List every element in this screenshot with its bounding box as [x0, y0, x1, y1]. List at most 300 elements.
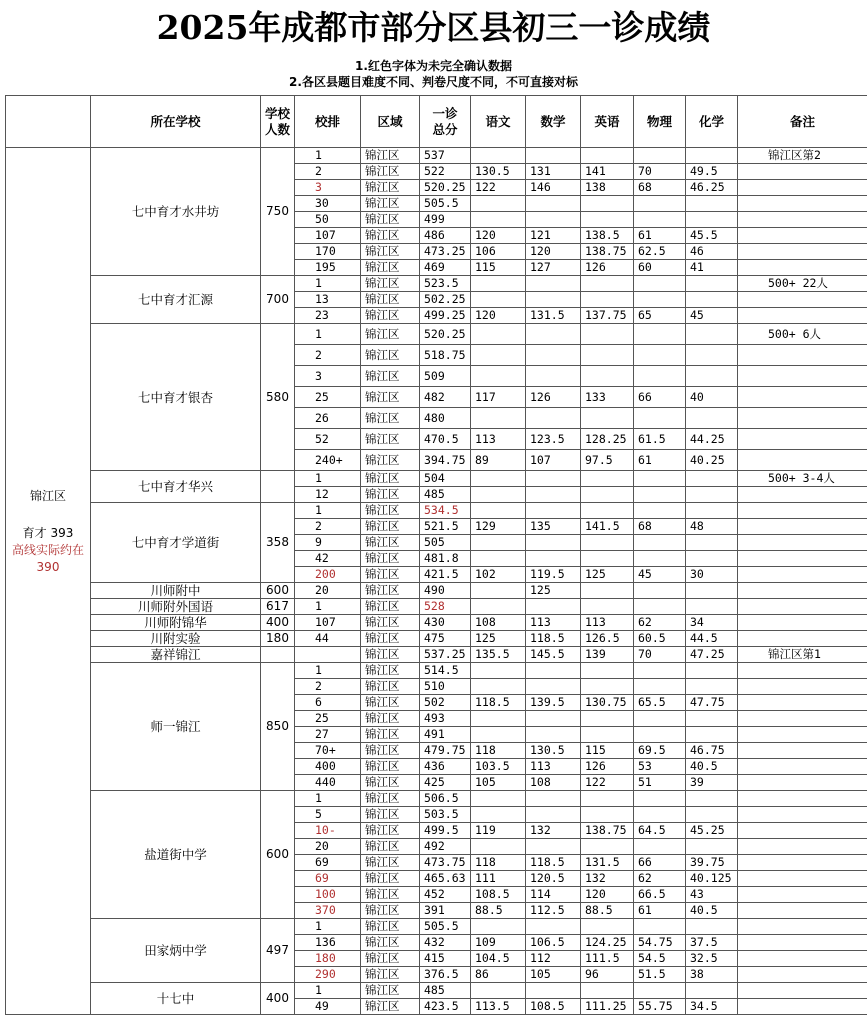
- cell-rank: 69: [295, 855, 361, 871]
- cell-math: 125: [526, 583, 581, 599]
- cell-remark: [738, 999, 867, 1015]
- cell-rank: 200: [295, 567, 361, 583]
- cell-math: [526, 711, 581, 727]
- cell-rank: 69: [295, 871, 361, 887]
- cell-rank: 13: [295, 292, 361, 308]
- cell-chemistry: 45.25: [686, 823, 738, 839]
- cell-chemistry: [686, 551, 738, 567]
- cell-region: 锦江区: [361, 983, 420, 999]
- cell-region: 锦江区: [361, 759, 420, 775]
- cell-total: 520.25: [420, 180, 471, 196]
- cell-english: 139: [581, 647, 634, 663]
- cell-chinese: 130.5: [471, 164, 526, 180]
- cell-chinese: [471, 212, 526, 228]
- page-title: 2025年成都市部分区县初三一诊成绩: [0, 0, 867, 60]
- cell-english: 132: [581, 871, 634, 887]
- cell-math: [526, 292, 581, 308]
- cell-region: 锦江区: [361, 599, 420, 615]
- cell-chinese: 86: [471, 967, 526, 983]
- cell-total: 391: [420, 903, 471, 919]
- cell-chinese: [471, 791, 526, 807]
- cell-remark: [738, 679, 867, 695]
- cell-remark: [738, 695, 867, 711]
- cell-total: 482: [420, 387, 471, 408]
- cell-math: 105: [526, 967, 581, 983]
- cell-total: 506.5: [420, 791, 471, 807]
- cell-total: 509: [420, 366, 471, 387]
- cell-physics: 60.5: [634, 631, 686, 647]
- cell-remark: [738, 711, 867, 727]
- cell-math: 126: [526, 387, 581, 408]
- school-name: 七中育才银杏: [91, 324, 261, 471]
- cell-physics: 61: [634, 903, 686, 919]
- cell-total: 505.5: [420, 196, 471, 212]
- cell-rank: 3: [295, 180, 361, 196]
- cell-rank: 49: [295, 999, 361, 1015]
- cell-total: 485: [420, 487, 471, 503]
- cell-chemistry: [686, 212, 738, 228]
- cell-math: 135: [526, 519, 581, 535]
- cell-physics: [634, 366, 686, 387]
- cell-total: 421.5: [420, 567, 471, 583]
- cell-remark: [738, 631, 867, 647]
- cell-region: 锦江区: [361, 180, 420, 196]
- cell-physics: 54.75: [634, 935, 686, 951]
- cell-english: 131.5: [581, 855, 634, 871]
- cell-region: 锦江区: [361, 487, 420, 503]
- cell-region: 锦江区: [361, 839, 420, 855]
- cell-total: 499.5: [420, 823, 471, 839]
- cell-chinese: [471, 839, 526, 855]
- cell-remark: [738, 212, 867, 228]
- table-row: [6, 647, 867, 663]
- cell-remark: 锦江区第1: [738, 647, 867, 663]
- school-size: [261, 471, 295, 503]
- table-row: [6, 615, 867, 631]
- cell-chinese: [471, 551, 526, 567]
- cell-math: 119.5: [526, 567, 581, 583]
- cell-rank: 70+: [295, 743, 361, 759]
- cell-physics: 61: [634, 228, 686, 244]
- cell-physics: 66.5: [634, 887, 686, 903]
- cell-physics: [634, 292, 686, 308]
- cell-physics: [634, 276, 686, 292]
- cell-region: 锦江区: [361, 276, 420, 292]
- cell-total: 521.5: [420, 519, 471, 535]
- cell-physics: [634, 196, 686, 212]
- cell-region: 锦江区: [361, 429, 420, 450]
- cell-english: 133: [581, 387, 634, 408]
- cell-region: 锦江区: [361, 260, 420, 276]
- cell-region: 锦江区: [361, 345, 420, 366]
- cell-math: [526, 487, 581, 503]
- school-name: 七中育才学道街: [91, 503, 261, 583]
- cell-physics: 70: [634, 647, 686, 663]
- cell-chinese: 104.5: [471, 951, 526, 967]
- cell-math: 118.5: [526, 855, 581, 871]
- table-row: [6, 791, 867, 807]
- cell-total: 499: [420, 212, 471, 228]
- cell-rank: 100: [295, 887, 361, 903]
- cell-math: [526, 148, 581, 164]
- cell-chemistry: 44.25: [686, 429, 738, 450]
- cell-rank: 20: [295, 839, 361, 855]
- note-2: 2.各区县题目难度不同、判卷尺度不同，不可直接对标: [0, 74, 867, 90]
- cell-chinese: [471, 408, 526, 429]
- cell-rank: 240+: [295, 450, 361, 471]
- cell-math: [526, 324, 581, 345]
- cell-physics: 68: [634, 180, 686, 196]
- header-chemistry: 化学: [686, 96, 738, 148]
- cell-chinese: [471, 324, 526, 345]
- cell-physics: 61.5: [634, 429, 686, 450]
- cell-chinese: 103.5: [471, 759, 526, 775]
- cell-region: 锦江区: [361, 727, 420, 743]
- school-name: 师一锦江: [91, 663, 261, 791]
- cell-english: 138.75: [581, 244, 634, 260]
- cell-chinese: 108: [471, 615, 526, 631]
- cell-region: 锦江区: [361, 823, 420, 839]
- cell-total: 537: [420, 148, 471, 164]
- cell-rank: 400: [295, 759, 361, 775]
- school-name: 川师附外国语: [91, 599, 261, 615]
- cell-math: [526, 663, 581, 679]
- cell-region: 锦江区: [361, 615, 420, 631]
- cell-english: 120: [581, 887, 634, 903]
- cell-physics: 66: [634, 387, 686, 408]
- cell-rank: 107: [295, 615, 361, 631]
- header-remark: 备注: [738, 96, 867, 148]
- cell-rank: 1: [295, 663, 361, 679]
- cell-chemistry: [686, 583, 738, 599]
- cell-physics: [634, 148, 686, 164]
- cell-remark: [738, 743, 867, 759]
- cell-remark: [738, 292, 867, 308]
- cell-total: 481.8: [420, 551, 471, 567]
- cell-physics: [634, 471, 686, 487]
- school-size: 850: [261, 663, 295, 791]
- cell-physics: 60: [634, 260, 686, 276]
- cell-chinese: 111: [471, 871, 526, 887]
- cell-chinese: [471, 196, 526, 212]
- cell-chemistry: 40.5: [686, 903, 738, 919]
- cell-physics: [634, 679, 686, 695]
- cell-rank: 23: [295, 308, 361, 324]
- cell-physics: 69.5: [634, 743, 686, 759]
- school-name: 七中育才水井坊: [91, 148, 261, 276]
- cell-chemistry: [686, 503, 738, 519]
- cell-rank: 1: [295, 599, 361, 615]
- cell-region: 锦江区: [361, 855, 420, 871]
- cell-total: 452: [420, 887, 471, 903]
- cell-chinese: 106: [471, 244, 526, 260]
- district-high-line: 高线实际约在390: [6, 542, 90, 576]
- cell-chemistry: [686, 292, 738, 308]
- table-row: [6, 663, 867, 679]
- cell-total: 505: [420, 535, 471, 551]
- cell-math: [526, 679, 581, 695]
- cell-chinese: 120: [471, 228, 526, 244]
- cell-region: 锦江区: [361, 551, 420, 567]
- cell-total: 480: [420, 408, 471, 429]
- header-math: 数学: [526, 96, 581, 148]
- cell-total: 485: [420, 983, 471, 999]
- cell-total: 504: [420, 471, 471, 487]
- cell-chemistry: [686, 535, 738, 551]
- cell-rank: 2: [295, 519, 361, 535]
- school-size: 400: [261, 983, 295, 1015]
- cell-rank: 2: [295, 164, 361, 180]
- cell-total: 436: [420, 759, 471, 775]
- cell-rank: 107: [295, 228, 361, 244]
- school-name: 盐道街中学: [91, 791, 261, 919]
- cell-rank: 20: [295, 583, 361, 599]
- cell-math: [526, 807, 581, 823]
- cell-physics: 62: [634, 615, 686, 631]
- scores-table: [5, 95, 867, 1015]
- school-name: 川师附锦华: [91, 615, 261, 631]
- cell-chemistry: 40.5: [686, 759, 738, 775]
- cell-remark: [738, 791, 867, 807]
- cell-english: 126.5: [581, 631, 634, 647]
- cell-english: 128.25: [581, 429, 634, 450]
- cell-physics: [634, 324, 686, 345]
- cell-chemistry: [686, 839, 738, 855]
- cell-remark: 500+ 6人: [738, 324, 867, 345]
- note-1: 1.红色字体为未完全确认数据: [0, 58, 867, 74]
- school-size: 617: [261, 599, 295, 615]
- cell-physics: [634, 345, 686, 366]
- cell-remark: [738, 855, 867, 871]
- cell-english: [581, 583, 634, 599]
- cell-chemistry: 46.25: [686, 180, 738, 196]
- cell-english: [581, 663, 634, 679]
- cell-math: [526, 551, 581, 567]
- cell-english: 124.25: [581, 935, 634, 951]
- cell-physics: 53: [634, 759, 686, 775]
- cell-physics: [634, 983, 686, 999]
- cell-chemistry: 37.5: [686, 935, 738, 951]
- cell-english: 126: [581, 759, 634, 775]
- cell-total: 522: [420, 164, 471, 180]
- cell-chinese: [471, 148, 526, 164]
- cell-english: 137.75: [581, 308, 634, 324]
- cell-math: [526, 366, 581, 387]
- cell-physics: [634, 727, 686, 743]
- cell-region: 锦江区: [361, 567, 420, 583]
- district-yucai: 育才 393: [6, 525, 90, 542]
- cell-physics: [634, 599, 686, 615]
- cell-chemistry: 39.75: [686, 855, 738, 871]
- cell-region: 锦江区: [361, 196, 420, 212]
- cell-chinese: [471, 727, 526, 743]
- cell-english: [581, 148, 634, 164]
- school-size: 358: [261, 503, 295, 583]
- cell-remark: [738, 871, 867, 887]
- cell-total: 479.75: [420, 743, 471, 759]
- cell-remark: [738, 366, 867, 387]
- cell-chemistry: 34: [686, 615, 738, 631]
- cell-rank: 9: [295, 535, 361, 551]
- cell-remark: [738, 228, 867, 244]
- cell-chemistry: [686, 663, 738, 679]
- cell-english: [581, 408, 634, 429]
- cell-chinese: 119: [471, 823, 526, 839]
- cell-total: 505.5: [420, 919, 471, 935]
- cell-chemistry: [686, 807, 738, 823]
- cell-english: 122: [581, 775, 634, 791]
- cell-physics: 62.5: [634, 244, 686, 260]
- cell-chinese: [471, 711, 526, 727]
- cell-chemistry: [686, 148, 738, 164]
- cell-chinese: 118.5: [471, 695, 526, 711]
- cell-chinese: [471, 487, 526, 503]
- cell-region: 锦江区: [361, 647, 420, 663]
- cell-remark: [738, 727, 867, 743]
- cell-rank: 25: [295, 387, 361, 408]
- school-name: 田家炳中学: [91, 919, 261, 983]
- cell-physics: [634, 503, 686, 519]
- cell-rank: 1: [295, 983, 361, 999]
- cell-remark: [738, 567, 867, 583]
- cell-remark: [738, 759, 867, 775]
- cell-english: [581, 345, 634, 366]
- cell-chemistry: [686, 487, 738, 503]
- cell-english: [581, 791, 634, 807]
- cell-total: 376.5: [420, 967, 471, 983]
- cell-remark: [738, 244, 867, 260]
- school-size: [261, 647, 295, 663]
- cell-region: 锦江区: [361, 807, 420, 823]
- cell-chinese: [471, 679, 526, 695]
- cell-chemistry: 45.5: [686, 228, 738, 244]
- cell-region: 锦江区: [361, 324, 420, 345]
- cell-physics: 45: [634, 567, 686, 583]
- cell-chinese: 113: [471, 429, 526, 450]
- cell-remark: [738, 551, 867, 567]
- cell-english: 111.25: [581, 999, 634, 1015]
- table-row: [6, 983, 867, 999]
- cell-total: 518.75: [420, 345, 471, 366]
- cell-total: 503.5: [420, 807, 471, 823]
- cell-chemistry: [686, 345, 738, 366]
- cell-total: 425: [420, 775, 471, 791]
- cell-remark: [738, 615, 867, 631]
- cell-rank: 6: [295, 695, 361, 711]
- cell-chemistry: 40: [686, 387, 738, 408]
- cell-physics: [634, 583, 686, 599]
- cell-total: 491: [420, 727, 471, 743]
- cell-english: 130.75: [581, 695, 634, 711]
- cell-total: 430: [420, 615, 471, 631]
- cell-region: 锦江区: [361, 244, 420, 260]
- cell-rank: 1: [295, 919, 361, 935]
- cell-english: [581, 471, 634, 487]
- cell-english: [581, 292, 634, 308]
- cell-physics: 65: [634, 308, 686, 324]
- cell-physics: 54.5: [634, 951, 686, 967]
- school-name: 十七中: [91, 983, 261, 1015]
- cell-english: 141: [581, 164, 634, 180]
- table-row: [6, 583, 867, 599]
- cell-chinese: 89: [471, 450, 526, 471]
- cell-math: [526, 983, 581, 999]
- cell-english: 138: [581, 180, 634, 196]
- cell-chinese: [471, 471, 526, 487]
- cell-math: 113: [526, 615, 581, 631]
- cell-rank: 2: [295, 679, 361, 695]
- cell-region: 锦江区: [361, 679, 420, 695]
- cell-english: [581, 503, 634, 519]
- cell-physics: [634, 791, 686, 807]
- cell-chinese: 108.5: [471, 887, 526, 903]
- table-row: [6, 148, 867, 164]
- cell-physics: [634, 535, 686, 551]
- cell-remark: [738, 823, 867, 839]
- cell-english: 125: [581, 567, 634, 583]
- cell-chemistry: 43: [686, 887, 738, 903]
- cell-chemistry: 46.75: [686, 743, 738, 759]
- cell-region: 锦江区: [361, 308, 420, 324]
- cell-chemistry: 30: [686, 567, 738, 583]
- cell-chinese: 120: [471, 308, 526, 324]
- cell-physics: [634, 919, 686, 935]
- cell-rank: 3: [295, 366, 361, 387]
- table-row: [6, 631, 867, 647]
- cell-english: [581, 196, 634, 212]
- cell-physics: [634, 807, 686, 823]
- cell-region: 锦江区: [361, 164, 420, 180]
- cell-math: 131.5: [526, 308, 581, 324]
- cell-chemistry: [686, 983, 738, 999]
- school-name: 川师附中: [91, 583, 261, 599]
- cell-remark: [738, 983, 867, 999]
- cell-total: 499.25: [420, 308, 471, 324]
- cell-english: [581, 324, 634, 345]
- cell-chemistry: 47.75: [686, 695, 738, 711]
- cell-rank: 370: [295, 903, 361, 919]
- cell-region: 锦江区: [361, 775, 420, 791]
- cell-chinese: [471, 535, 526, 551]
- cell-remark: [738, 345, 867, 366]
- cell-rank: 26: [295, 408, 361, 429]
- cell-physics: 51: [634, 775, 686, 791]
- cell-remark: [738, 935, 867, 951]
- table-row: [6, 503, 867, 519]
- cell-english: 97.5: [581, 450, 634, 471]
- school-name: 嘉祥锦江: [91, 647, 261, 663]
- cell-math: [526, 276, 581, 292]
- cell-english: 113: [581, 615, 634, 631]
- cell-remark: [738, 196, 867, 212]
- cell-chemistry: [686, 679, 738, 695]
- cell-math: 130.5: [526, 743, 581, 759]
- cell-chinese: [471, 345, 526, 366]
- cell-math: 146: [526, 180, 581, 196]
- cell-chemistry: 40.25: [686, 450, 738, 471]
- cell-math: 132: [526, 823, 581, 839]
- cell-rank: 30: [295, 196, 361, 212]
- cell-english: [581, 919, 634, 935]
- cell-remark: [738, 164, 867, 180]
- cell-chemistry: [686, 324, 738, 345]
- district-name: 锦江区: [6, 488, 90, 505]
- cell-math: [526, 471, 581, 487]
- cell-remark: [738, 663, 867, 679]
- cell-region: 锦江区: [361, 519, 420, 535]
- cell-chemistry: [686, 919, 738, 935]
- cell-remark: 500+ 3-4人: [738, 471, 867, 487]
